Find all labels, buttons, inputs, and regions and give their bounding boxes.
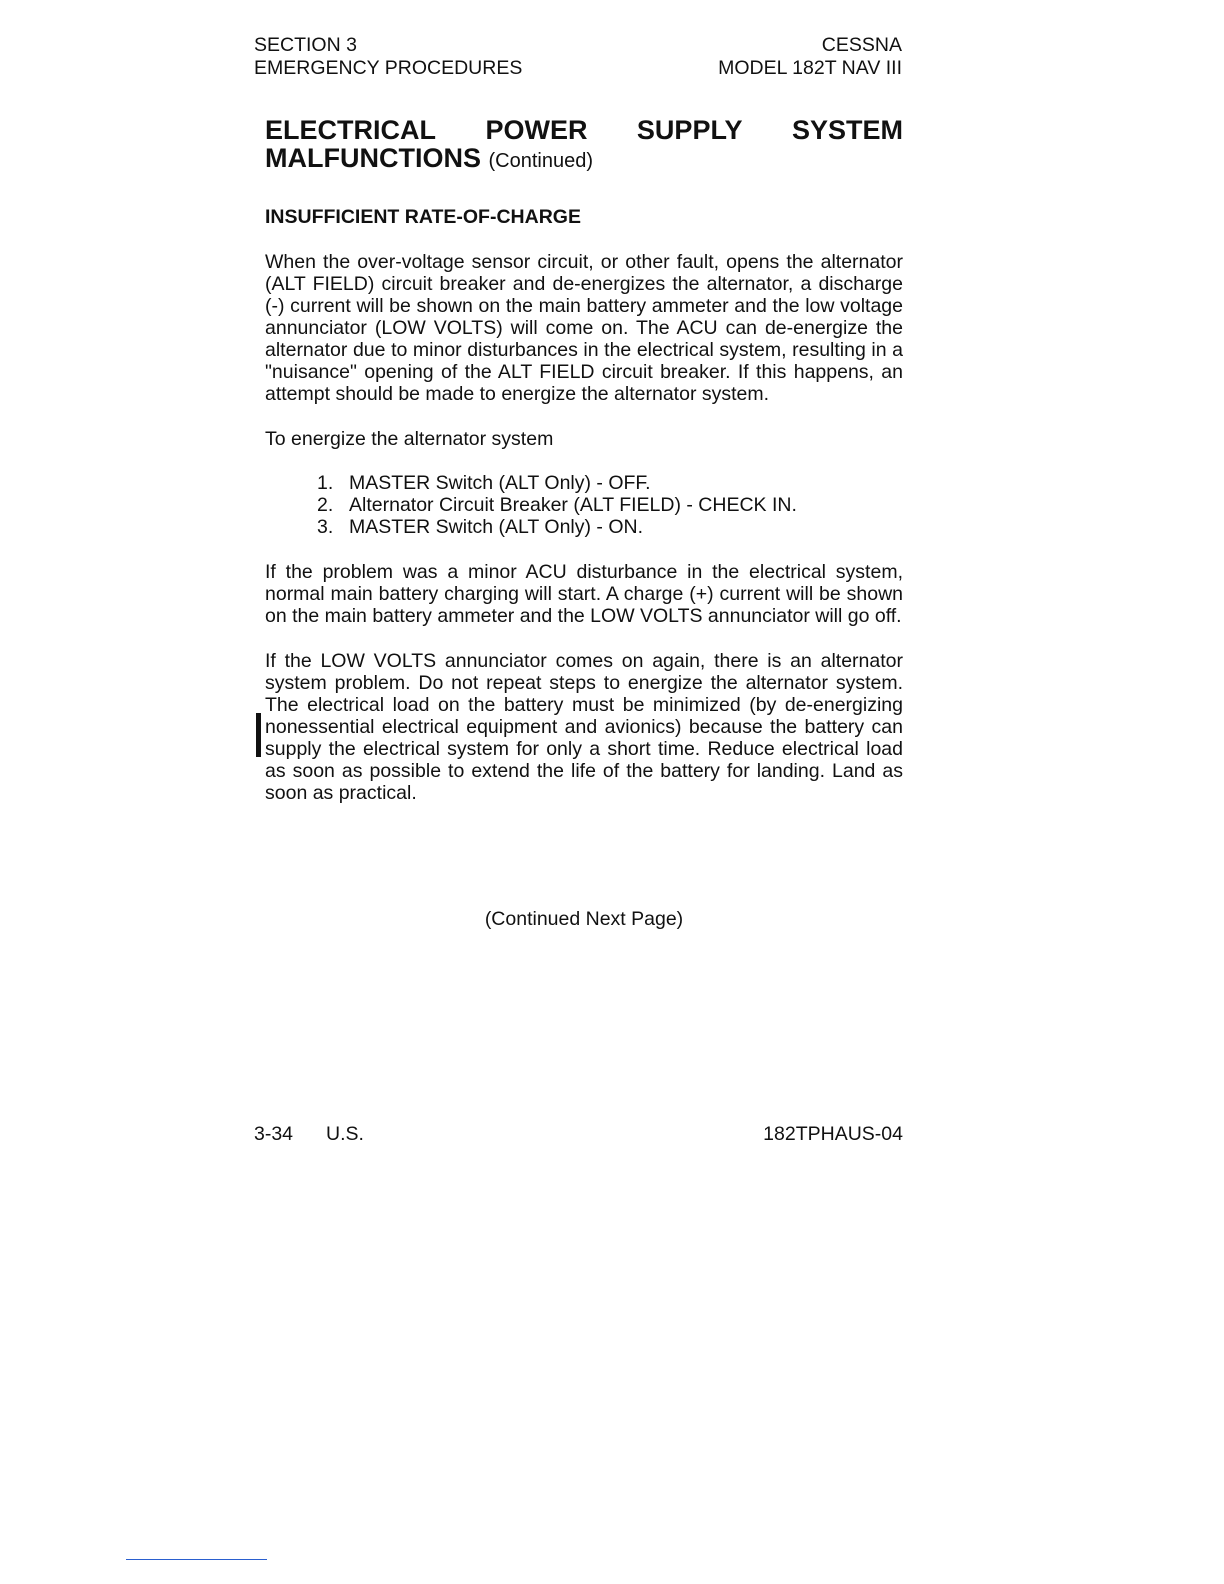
procedure-steps xyxy=(265,472,903,538)
continued-note: (Continued Next Page) xyxy=(484,908,684,930)
step-number: 2. xyxy=(317,494,334,516)
title-word: POWER xyxy=(485,115,588,145)
revision-bar xyxy=(256,713,261,757)
footer-left xyxy=(254,1123,364,1146)
title-word: SYSTEM xyxy=(791,115,903,145)
list-item xyxy=(265,516,903,538)
step-number: 1. xyxy=(317,472,334,494)
page-number: 3-34 xyxy=(254,1123,294,1145)
header-right xyxy=(718,34,902,80)
paragraph: If the LOW VOLTS annunciator comes on again, there is an alternator system problem. Do not repeat steps to energize the alternator system. The electrical load on the battery must be minimized (by de-energizing nonessential electrical equipment and avionics) because the battery can supply the electrical system for only a short time. Reduce electrical load as soon as possible to extend the life of the battery for landing. Land as soon as practical. xyxy=(265,650,903,804)
step-text: MASTER Switch (ALT Only) - OFF. xyxy=(349,472,651,494)
title-word: ELECTRICAL xyxy=(265,115,436,145)
paragraph: To energize the alternator system xyxy=(265,428,554,450)
step-text: Alternator Circuit Breaker (ALT FIELD) - CHECK IN. xyxy=(349,494,797,516)
header-left xyxy=(254,34,522,80)
page-title xyxy=(265,116,903,175)
document-id: 182TPHAUS-04 xyxy=(763,1123,903,1145)
list-item xyxy=(265,472,903,494)
title-word: SUPPLY xyxy=(636,115,743,145)
divider xyxy=(126,1559,267,1560)
step-text: MASTER Switch (ALT Only) - ON. xyxy=(349,516,643,538)
section-title: EMERGENCY PROCEDURES xyxy=(254,57,523,79)
paragraph: When the over-voltage sensor circuit, or other fault, opens the alternator (ALT FIELD) circuit breaker and de-energizes the alternator, a discharge (-) current will be shown on the main battery ammeter and the low voltage annunciator (LOW VOLTS) will come on. The ACU can de-energize the alternator due to minor disturbances in the electrical system, resulting in a "nuisance" opening of the ALT FIELD circuit breaker. If this happens, an attempt should be made to energize the alternator system. xyxy=(265,251,903,405)
region-label: U.S. xyxy=(326,1123,364,1145)
list-item xyxy=(265,494,903,516)
model: MODEL 182T NAV III xyxy=(718,57,902,79)
title-line2: MALFUNCTIONS xyxy=(265,143,481,173)
manufacturer: CESSNA xyxy=(821,34,902,56)
title-continued: (Continued) xyxy=(488,150,594,172)
step-number: 3. xyxy=(317,516,334,538)
subheading: INSUFFICIENT RATE-OF-CHARGE xyxy=(265,206,581,228)
section-label: SECTION 3 xyxy=(254,34,357,56)
paragraph: If the problem was a minor ACU disturbance in the electrical system, normal main battery charging will start. A charge (+) current will be shown on the main battery ammeter and the LOW VOLTS annunciator will go off. xyxy=(265,561,903,627)
page-content xyxy=(265,116,903,804)
